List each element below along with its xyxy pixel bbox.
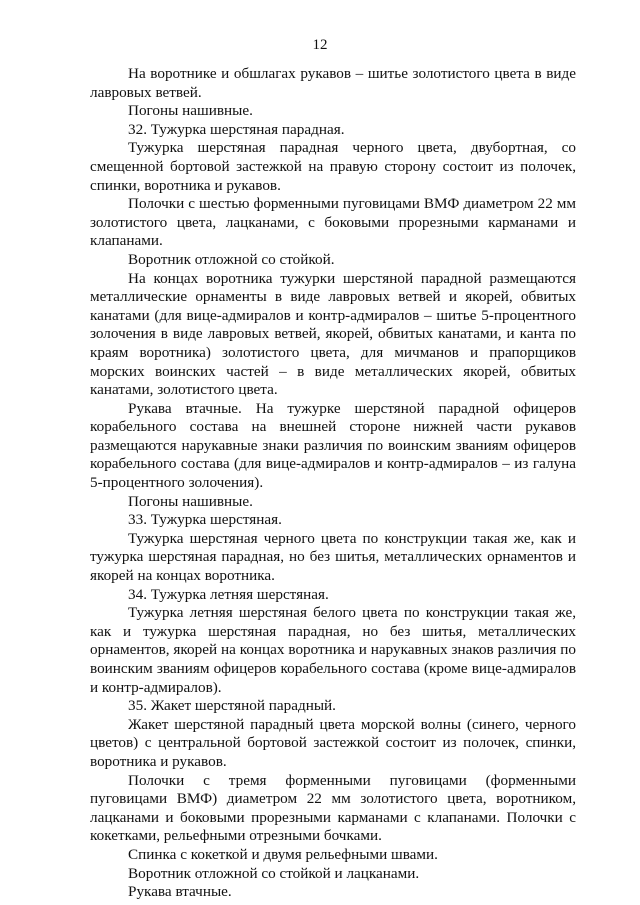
page-number: 12 bbox=[312, 37, 328, 53]
paragraph: Тужурка шерстяная черного цвета по конструкции такая же, как и тужурка шерстяная парадная, но без шитья, металлических орнаментов и якорей на концах воротника. bbox=[90, 529, 576, 585]
section-heading-35: 35. Жакет шерстяной парадный. bbox=[128, 697, 336, 715]
section-heading-33: 33. Тужурка шерстяная. bbox=[128, 511, 282, 529]
paragraph: Рукава втачные. bbox=[128, 883, 232, 901]
paragraph: На воротнике и обшлагах рукавов – шитье золотистого цвета в виде лавровых ветвей. bbox=[90, 65, 576, 101]
paragraph: Рукава втачные. На тужурке шерстяной парадной офицеров корабельного состава на внешней стороне нижней части рукавов размещаются нарукавные знаки различия по воинским званиям офицеров корабельного состава (для вице-адмиралов и контр-адмиралов – из галуна 5-процентного золочения). bbox=[90, 399, 576, 492]
paragraph: Воротник отложной со стойкой и лацканами. bbox=[128, 864, 420, 882]
paragraph: На концах воротника тужурки шерстяной парадной размещаются металлические орнаменты в виде лавровых ветвей и якорей, обвитых канатами (для вице-адмиралов и контр-адмиралов – шитье 5-процентного золочения в виде лавровых ветвей, якорей, обвитых канатами, и канта по краям воротника) золотистого цвета, для мичманов и прапорщиков морских воинских частей – в виде металлических якорей, обвитых канатами, золотистого цвета. bbox=[90, 269, 576, 399]
paragraph: Погоны нашивные. bbox=[128, 102, 253, 120]
paragraph: Спинка с кокеткой и двумя рельефными швами. bbox=[128, 845, 438, 863]
document-body bbox=[90, 65, 576, 902]
paragraph: Погоны нашивные. bbox=[128, 492, 253, 510]
paragraph: Тужурка летняя шерстяная белого цвета по конструкции такая же, как и тужурка шерстяная парадная, но без шитья, металлических орнаментов, якорей на концах воротника и нарукавных знаков различия по воинским званиям офицеров корабельного состава (кроме вице-адмиралов и контр-адмиралов). bbox=[90, 604, 576, 696]
paragraph: Воротник отложной со стойкой. bbox=[128, 250, 335, 268]
paragraph: Полочки с шестью форменными пуговицами ВМФ диаметром 22 мм золотистого цвета, лацканами, с боковыми прорезными карманами и клапанами. bbox=[90, 195, 576, 250]
paragraph: Жакет шерстяной парадный цвета морской волны (синего, черного цветов) с центральной бортовой застежкой состоит из полочек, спинки, воротника и рукавов. bbox=[90, 715, 576, 770]
section-heading-34: 34. Тужурка летняя шерстяная. bbox=[128, 585, 329, 603]
paragraph: Полочки с тремя форменными пуговицами (форменными пуговицами ВМФ) диаметром 22 мм золотистого цвета, воротником, лацканами и боковыми прорезными карманами с клапанами. Полочки с кокетками, рельефными отрезными бочками. bbox=[90, 771, 576, 845]
section-heading-32: 32. Тужурка шерстяная парадная. bbox=[128, 120, 345, 138]
paragraph: Тужурка шерстяная парадная черного цвета, двубортная, со смещенной бортовой застежкой на правую сторону состоит из полочек, спинки, воротника и рукавов. bbox=[90, 139, 576, 194]
